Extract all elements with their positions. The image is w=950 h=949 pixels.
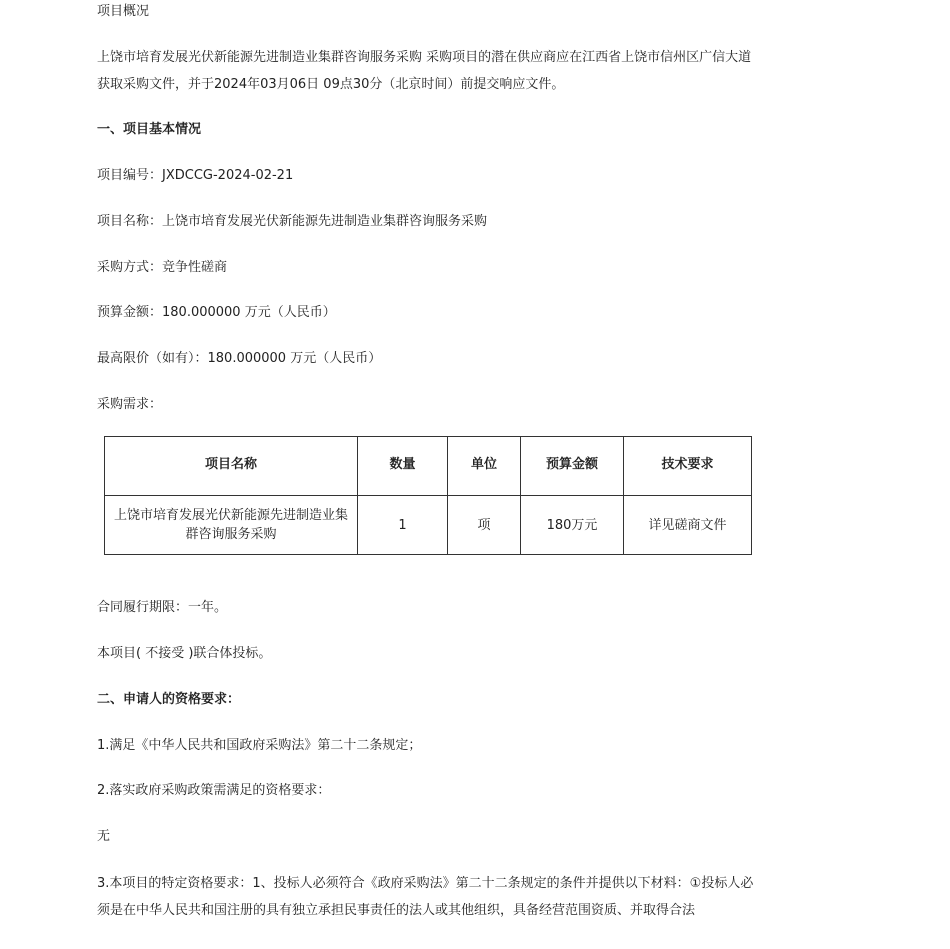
project-name: 项目名称：上饶市培育发展光伏新能源先进制造业集群咨询服务采购 (97, 214, 488, 229)
table-cell-unit: 项 (448, 496, 521, 555)
project-number: 项目编号：JXDCCG-2024-02-21 (97, 168, 294, 183)
table-header-unit: 单位 (448, 437, 521, 496)
table-header-budget: 预算金额 (521, 437, 624, 496)
overview-title: 项目概况 (97, 4, 150, 19)
procurement-demand-table (104, 436, 752, 555)
table-row (105, 496, 752, 555)
table-cell-tech-requirements: 详见磋商文件 (624, 496, 752, 555)
table-header-project-name: 项目名称 (105, 437, 358, 496)
procurement-method: 采购方式：竞争性磋商 (97, 260, 228, 275)
qualification-item-2: 2.落实政府采购政策需满足的资格要求： (97, 783, 331, 798)
table-header-quantity: 数量 (358, 437, 448, 496)
table-cell-project-name: 上饶市培育发展光伏新能源先进制造业集群咨询服务采购 (105, 496, 358, 555)
budget-amount: 预算金额：180.000000 万元（人民币） (97, 305, 336, 320)
table-header-row (105, 437, 752, 496)
procurement-demand-label: 采购需求： (97, 397, 163, 412)
table-cell-budget: 180万元 (521, 496, 624, 555)
qualification-item-3: 3.本项目的特定资格要求：1、投标人必须符合《政府采购法》第二十二条规定的条件并提供以下材料：①投标人必须是在中华人民共和国注册的具有独立承担民事责任的法人或其他组织，具备经营范围资质、并取得合法 (97, 876, 754, 918)
max-price: 最高限价（如有）：180.000000 万元（人民币） (97, 351, 382, 366)
table-cell-quantity: 1 (358, 496, 448, 555)
contract-period: 合同履行期限：一年。 (97, 600, 228, 615)
overview-text: 上饶市培育发展光伏新能源先进制造业集群咨询服务采购 采购项目的潜在供应商应在江西省上饶市信州区广信大道获取采购文件，并于2024年03月06日 09点30分（北京时间）前提交响应文件。 (97, 50, 752, 92)
section2-heading: 二、申请人的资格要求： (97, 692, 241, 707)
section1-heading: 一、项目基本情况 (97, 122, 202, 137)
qualification-item-1: 1.满足《中华人民共和国政府采购法》第二十二条规定； (97, 738, 422, 753)
consortium-note: 本项目( 不接受 )联合体投标。 (97, 646, 272, 661)
table-header-tech-requirements: 技术要求 (624, 437, 752, 496)
qualification-item-2-value: 无 (97, 829, 111, 844)
